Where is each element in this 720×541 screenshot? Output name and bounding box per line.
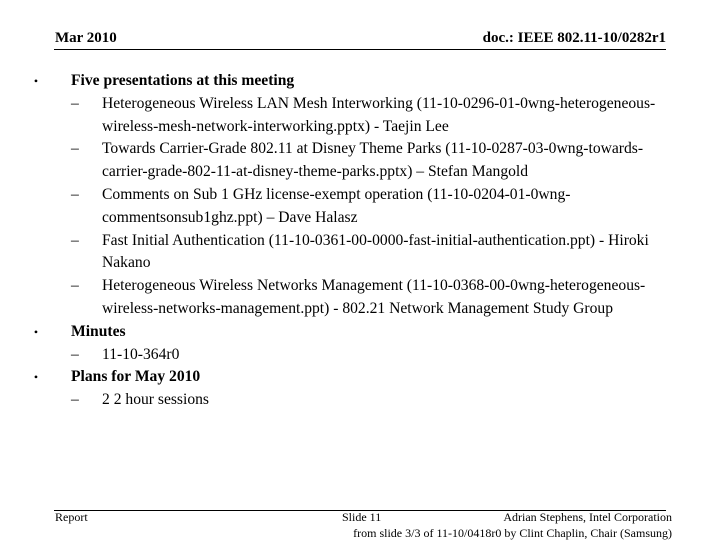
sub-item <box>30 138 680 184</box>
dash-icon: – <box>71 391 79 409</box>
slide-number: Slide 11 <box>342 510 382 524</box>
header-doc-id: doc.: IEEE 802.11-10/0282r1 <box>482 30 666 46</box>
sub-item <box>30 230 680 276</box>
bullet-dot-icon: • <box>33 74 39 88</box>
header-divider <box>54 49 666 50</box>
sub-item-text: Fast Initial Authentication (11-10-0361-00-0000-fast-initial-authentication.ppt) - Hiroki Nakano <box>102 231 649 272</box>
bullet-plans <box>30 366 680 389</box>
sub-item <box>30 184 680 230</box>
bullet-dot-icon: • <box>33 370 39 385</box>
slide-body <box>30 70 680 412</box>
bullet-minutes <box>30 321 680 344</box>
sub-item <box>30 275 680 321</box>
sub-item <box>30 344 680 367</box>
bullet-text: Plans for May 2010 <box>71 368 201 386</box>
dash-icon: – <box>71 277 79 295</box>
dash-icon: – <box>71 94 79 112</box>
dash-icon: – <box>71 185 79 203</box>
sub-item-text: Heterogeneous Wireless Networks Management (11-10-0368-00-0wng-heterogeneous-wireless-networks-management.ppt) - 802.21 Network Management Study Group <box>102 277 646 317</box>
sub-item <box>30 93 680 139</box>
bullet-presentations <box>30 70 680 93</box>
dash-icon: – <box>71 345 79 363</box>
footer-report-label: Report <box>55 510 88 524</box>
header-date: Mar 2010 <box>55 30 117 46</box>
sub-item-text: Towards Carrier-Grade 802.11 at Disney Theme Parks (11-10-0287-03-0wng-towards-carrier-grade-802-11-at-disney-theme-parks.pptx) – Stefan Mangold <box>102 140 644 181</box>
bullet-text: Minutes <box>71 322 126 340</box>
sub-item-text: Comments on Sub 1 GHz license-exempt operation (11-10-0204-01-0wng-commentsonsub1ghz.ppt) – Dave Halasz <box>102 185 571 226</box>
sub-item-text: 11-10-364r0 <box>102 345 180 363</box>
bullet-dot-icon: • <box>33 324 39 339</box>
dash-icon: – <box>71 140 79 158</box>
dash-icon: – <box>71 231 79 249</box>
sub-item <box>30 389 680 412</box>
sub-item-text: 2 2 hour sessions <box>102 391 209 409</box>
sub-item-text: Heterogeneous Wireless LAN Mesh Interworking (11-10-0296-01-0wng-heterogeneous-wireless-mesh-network-interworking.pptx) - Taejin Lee <box>102 94 656 135</box>
bullet-text: Five presentations at this meeting <box>71 72 295 89</box>
footer-author: Adrian Stephens, Intel Corporation <box>503 510 672 524</box>
footer-source-note: from slide 3/3 of 11-10/0418r0 by Clint Chaplin, Chair (Samsung) <box>353 526 672 540</box>
